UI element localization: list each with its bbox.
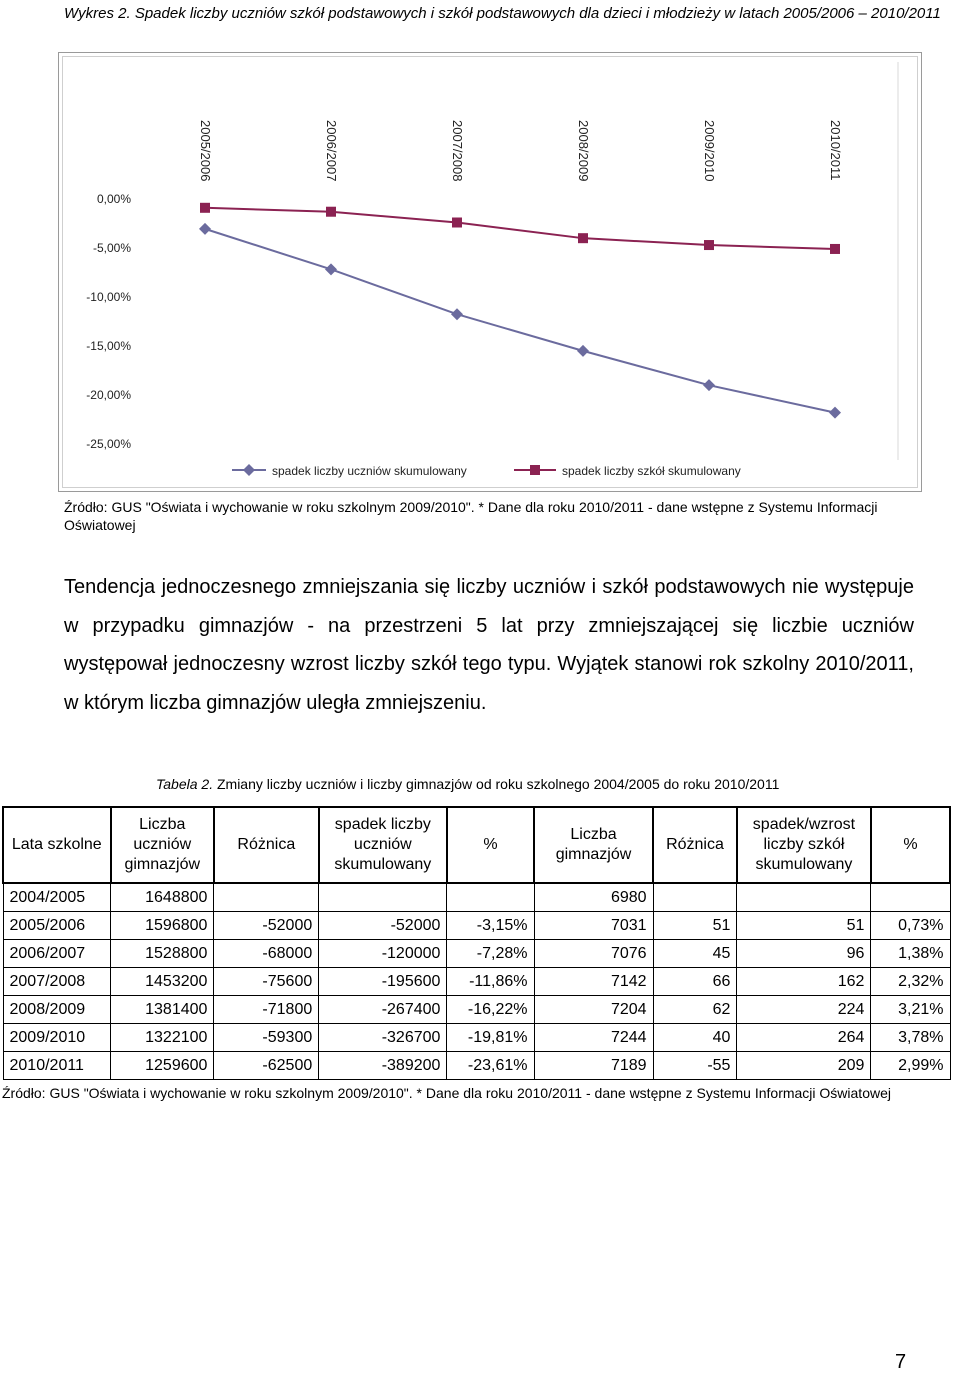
table-cell: 2,32%: [871, 968, 950, 996]
x-category-label: 2008/2009: [576, 120, 591, 182]
header-cell: Lata szkolne: [3, 807, 111, 883]
y-tick-label: -5,00%: [92, 241, 131, 255]
series-point-diamond: [703, 379, 715, 391]
x-category-label: 2009/2010: [702, 120, 717, 182]
table-row: [3, 968, 950, 996]
table-cell: 51: [653, 912, 737, 940]
x-category-label: 2005/2006: [198, 120, 213, 182]
table-source-note: Źródło: GUS "Oświata i wychowanie w roku szkolnym 2009/2010". * Dane dla roku 2010/2011 - dane wstępne z Systemu Informacji Oświatowej: [2, 1085, 891, 1101]
table-cell: 3,21%: [871, 996, 950, 1024]
table-cell: 62: [653, 996, 737, 1024]
x-category-label: 2010/2011: [828, 120, 843, 181]
table-cell: 7204: [534, 996, 653, 1024]
header-cell: Różnica: [214, 807, 319, 883]
table-cell: 2010/2011: [3, 1052, 111, 1080]
table-header-row: [3, 807, 950, 883]
series-point-square: [830, 244, 840, 254]
table-cell: 2008/2009: [3, 996, 111, 1024]
table-cell: -68000: [214, 940, 319, 968]
x-category-label: 2006/2007: [324, 120, 339, 182]
header-cell: %: [447, 807, 534, 883]
table-cell: -55: [653, 1052, 737, 1080]
header-cell: %: [871, 807, 950, 883]
table-cell: 209: [737, 1052, 871, 1080]
header-cell: spadek liczby uczniów skumulowany: [319, 807, 447, 883]
table-cell: 1381400: [111, 996, 214, 1024]
legend-label: spadek liczby uczniów skumulowany: [272, 464, 467, 478]
header-cell: Różnica: [653, 807, 737, 883]
header-cell: Liczba uczniów gimnazjów: [111, 807, 214, 883]
table-cell: [214, 883, 319, 912]
table-cell: [653, 883, 737, 912]
table-cell: [319, 883, 447, 912]
table-cell: [447, 883, 534, 912]
series-point-diamond: [829, 407, 841, 419]
series-point-diamond: [199, 223, 211, 235]
y-tick-label: -20,00%: [86, 388, 131, 402]
table-cell: -326700: [319, 1024, 447, 1052]
series-point-diamond: [577, 345, 589, 357]
table-cell: -52000: [214, 912, 319, 940]
table-cell: 224: [737, 996, 871, 1024]
table-row: [3, 940, 950, 968]
table-cell: -75600: [214, 968, 319, 996]
series-point-square: [452, 218, 462, 228]
table-cell: -52000: [319, 912, 447, 940]
table-cell: -7,28%: [447, 940, 534, 968]
y-tick-label: 0,00%: [96, 192, 131, 206]
body-paragraph: Tendencja jednoczesnego zmniejszania się liczby uczniów i szkół podstawowych nie występuje w przypadku gimnazjów - na przestrzeni 5 lat przy zmniejszającej się liczbie uczniów występował jednoczesny wzrost liczby szkół tego typu. Wyjątek stanowi rok szkolny 2010/2011, w którym liczba gimnazjów uległa zmniejszeniu.: [64, 576, 914, 714]
table-cell: 51: [737, 912, 871, 940]
table-cell: 2006/2007: [3, 940, 111, 968]
table-cell: 1528800: [111, 940, 214, 968]
table-cell: 6980: [534, 883, 653, 912]
header-cell: Liczba gimnazjów: [534, 807, 653, 883]
table-cell: 1322100: [111, 1024, 214, 1052]
table-cell: -71800: [214, 996, 319, 1024]
table-row: [3, 996, 950, 1024]
table-row: [3, 1052, 950, 1080]
header-cell: spadek/wzrost liczby szkół skumulowany: [737, 807, 871, 883]
table-cell: 162: [737, 968, 871, 996]
page-number: 7: [895, 1351, 907, 1373]
table-cell: 264: [737, 1024, 871, 1052]
table-cell: -195600: [319, 968, 447, 996]
table-row: [3, 1024, 950, 1052]
figure-caption: Wykres 2. Spadek liczby uczniów szkół podstawowych i szkół podstawowych dla dzieci i młodzieży w latach 2005/2006 – 2010/2011: [64, 5, 941, 22]
y-tick-label: -15,00%: [86, 339, 131, 353]
table-cell: 0,73%: [871, 912, 950, 940]
table-cell: -62500: [214, 1052, 319, 1080]
table-cell: 45: [653, 940, 737, 968]
table-cell: 1,38%: [871, 940, 950, 968]
x-category-label: 2007/2008: [450, 120, 465, 182]
table-cell: -389200: [319, 1052, 447, 1080]
table-cell: 7244: [534, 1024, 653, 1052]
table-cell: [737, 883, 871, 912]
series-point-diamond: [325, 263, 337, 275]
table-cell: 1453200: [111, 968, 214, 996]
table-cell: -59300: [214, 1024, 319, 1052]
table-cell: 1648800: [111, 883, 214, 912]
line-chart: [0, 0, 960, 500]
series-point-square: [326, 207, 336, 217]
chart-source-note: Źródło: GUS "Oświata i wychowanie w roku szkolnym 2009/2010". * Dane dla roku 2010/2011 - dane wstępne z Systemu Informacji Oświatowej: [64, 499, 878, 533]
table-cell: 7142: [534, 968, 653, 996]
series-line-1: [205, 208, 835, 249]
table-cell: -23,61%: [447, 1052, 534, 1080]
series-line-0: [205, 229, 835, 413]
legend-marker-diamond: [243, 464, 255, 476]
series-point-square: [704, 240, 714, 250]
legend-label: spadek liczby szkół skumulowany: [562, 464, 741, 478]
y-tick-label: -25,00%: [86, 437, 131, 451]
table-cell: 1259600: [111, 1052, 214, 1080]
table-cell: 7189: [534, 1052, 653, 1080]
table-row: [3, 883, 950, 912]
table-cell: 2009/2010: [3, 1024, 111, 1052]
y-tick-label: -10,00%: [86, 290, 131, 304]
table-cell: 7031: [534, 912, 653, 940]
series-point-diamond: [451, 308, 463, 320]
series-point-square: [200, 203, 210, 213]
table-cell: -16,22%: [447, 996, 534, 1024]
table-cell: [871, 883, 950, 912]
table-caption-lead: Tabela 2.: [156, 776, 214, 792]
table-cell: -19,81%: [447, 1024, 534, 1052]
table-cell: 96: [737, 940, 871, 968]
data-table: [2, 806, 951, 1080]
table-cell: 2007/2008: [3, 968, 111, 996]
table-cell: 40: [653, 1024, 737, 1052]
series-point-square: [578, 233, 588, 243]
table-cell: 1596800: [111, 912, 214, 940]
table-cell: 66: [653, 968, 737, 996]
table-cell: -11,86%: [447, 968, 534, 996]
table-cell: -3,15%: [447, 912, 534, 940]
table-cell: 2004/2005: [3, 883, 111, 912]
table-cell: 2005/2006: [3, 912, 111, 940]
table-caption: [156, 776, 779, 792]
table-cell: 2,99%: [871, 1052, 950, 1080]
table-row: [3, 912, 950, 940]
table-cell: 7076: [534, 940, 653, 968]
table-cell: 3,78%: [871, 1024, 950, 1052]
legend-marker-square: [530, 465, 540, 475]
table-cell: -267400: [319, 996, 447, 1024]
table-caption-text: Zmiany liczby uczniów i liczby gimnazjów od roku szkolnego 2004/2005 do roku 2010/2011: [213, 776, 780, 792]
table-cell: -120000: [319, 940, 447, 968]
